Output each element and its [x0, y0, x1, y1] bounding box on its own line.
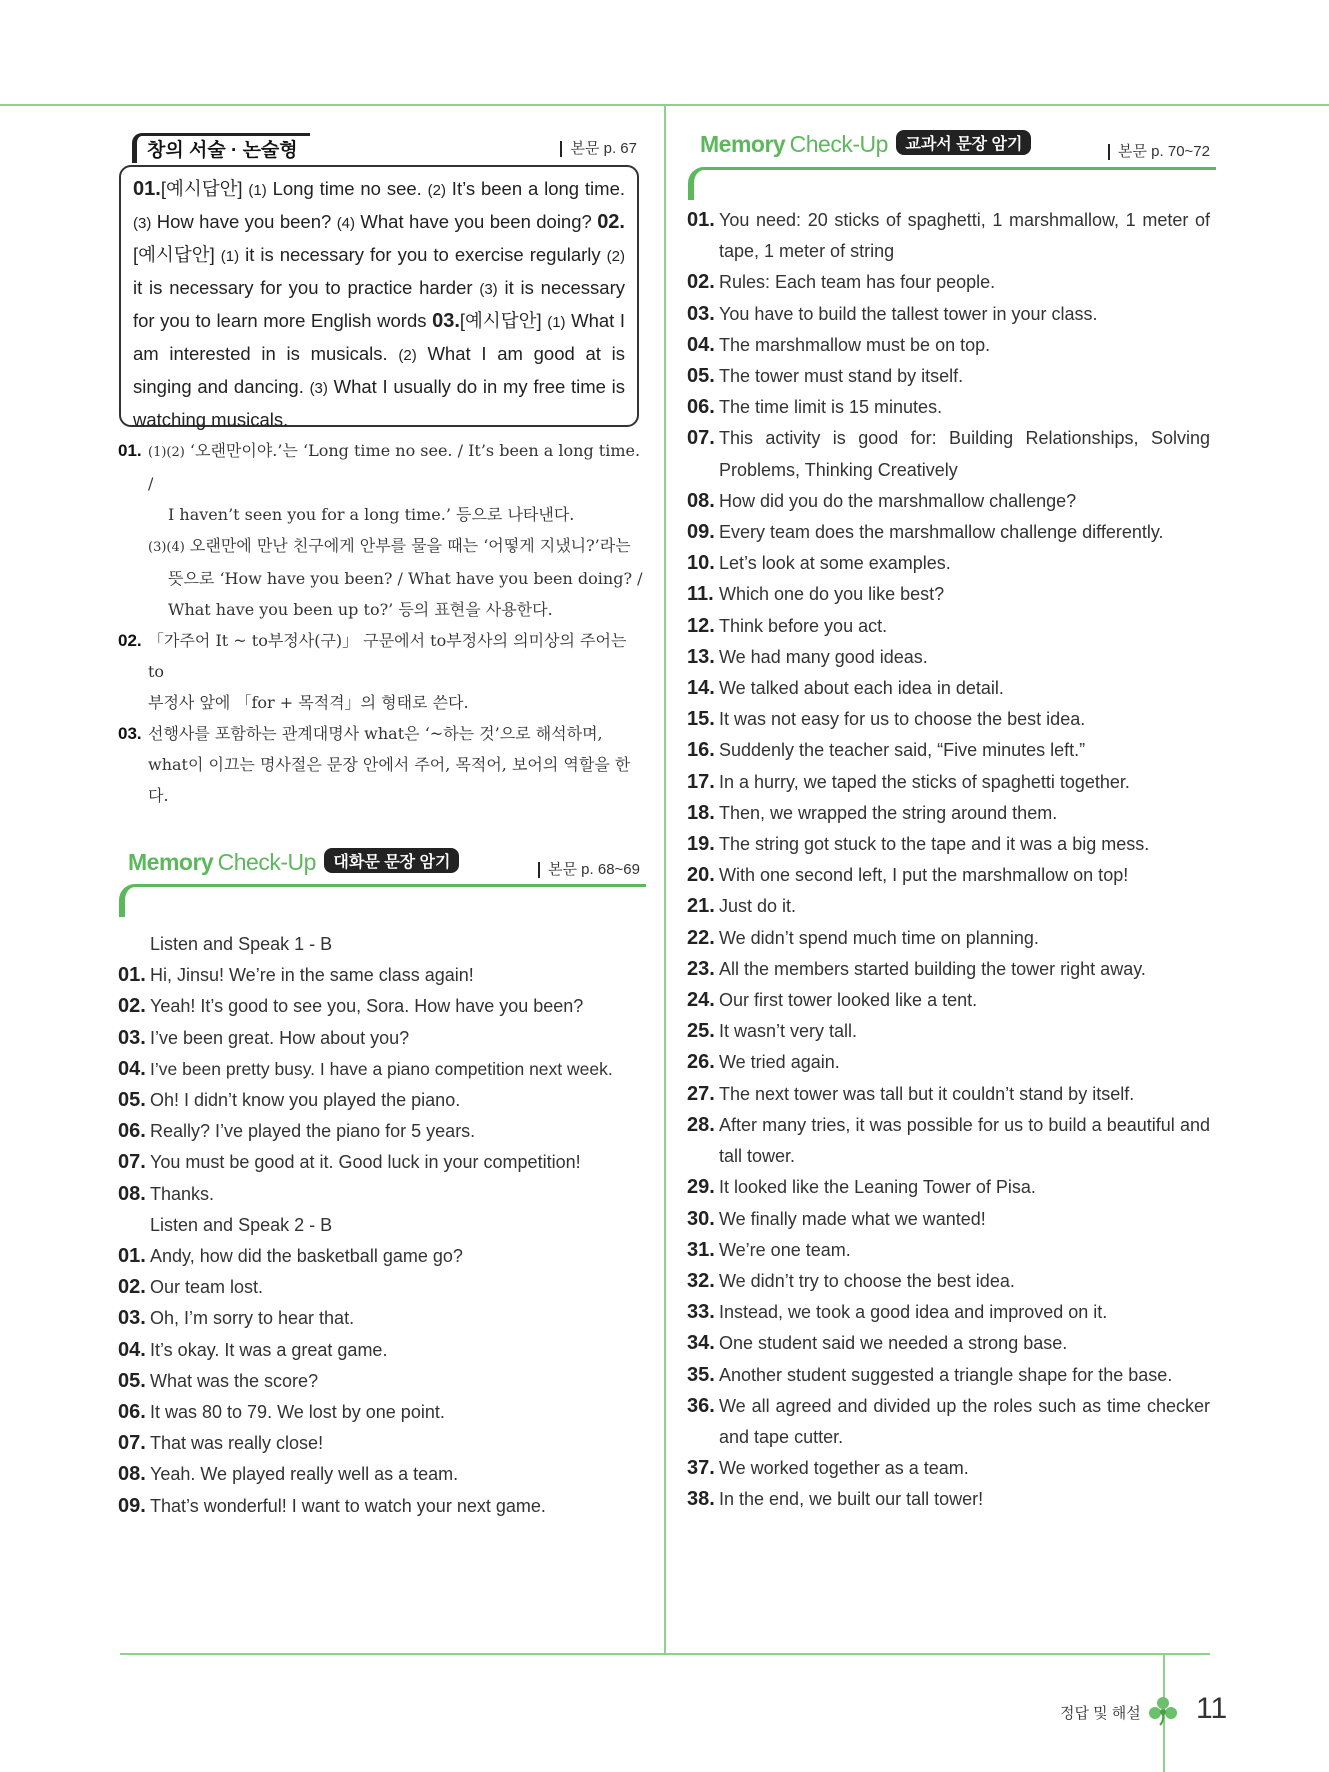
list-item: 02. Yeah! It’s good to see you, Sora. How have you been?	[118, 995, 584, 1018]
item-text: After many tries, it was possible for us to build a beautiful and tall tower.	[719, 1114, 1210, 1167]
item-text: All the members started building the tower right away.	[719, 958, 1146, 979]
section-tag: 대화문 문장 암기	[324, 848, 459, 873]
item-text: It wasn’t very tall.	[719, 1021, 858, 1042]
list-item	[687, 1266, 1210, 1297]
list-item	[687, 392, 1210, 423]
item-text: The string got stuck to the tape and it was a big mess.	[719, 834, 1150, 855]
subheading: Listen and Speak 1 - B	[150, 934, 333, 954]
item-number: 27.	[687, 1082, 715, 1105]
brand-checkup: Check-Up	[217, 849, 316, 875]
list-item	[687, 767, 1210, 798]
dialogue-bracket	[119, 884, 646, 917]
item-number: 31.	[687, 1238, 715, 1261]
item-text: Let’s look at some examples.	[719, 553, 951, 574]
list-item	[687, 735, 1210, 766]
item-text: With one second left, I put the marshmallow on top!	[719, 865, 1129, 886]
item-text: In a hurry, we taped the sticks of spaghetti together.	[719, 771, 1130, 792]
item-number: 20.	[687, 864, 715, 887]
list-item: 04. I’ve been pretty busy. I have a piano competition next week.	[118, 1057, 613, 1080]
list-item	[687, 704, 1210, 735]
item-number: 36.	[687, 1394, 715, 1417]
list-item: 07. That was really close!	[118, 1432, 324, 1455]
list-item	[687, 579, 1210, 610]
list-item: 04. It’s okay. It was a great game.	[118, 1338, 388, 1361]
list-item: 01. Hi, Jinsu! We’re in the same class again!	[118, 964, 474, 987]
list-item	[687, 829, 1210, 860]
subheading: Listen and Speak 2 - B	[150, 1214, 333, 1235]
item-number: 03.	[687, 302, 715, 325]
note-line: 다.	[148, 786, 169, 805]
item-text: Instead, we took a good idea and improved on it.	[719, 1302, 1108, 1323]
list-item: 09. That’s wonderful! I want to watch your next game.	[118, 1494, 546, 1517]
list-item	[687, 1110, 1210, 1172]
list-item: 05. Oh! I didn’t know you played the piano.	[118, 1089, 461, 1112]
item-number: 04.	[687, 333, 715, 356]
list-item	[687, 798, 1210, 829]
item-text: One student said we needed a strong base.	[719, 1333, 1068, 1354]
list-item: 06. It was 80 to 79. We lost by one point.	[118, 1401, 445, 1424]
list-item	[687, 267, 1210, 298]
item-text: Another student suggested a triangle shape for the base.	[719, 1364, 1173, 1385]
item-text: You have to build the tallest tower in your class.	[719, 303, 1098, 324]
item-text: We didn’t try to choose the best idea.	[719, 1270, 1015, 1291]
list-item: 05. What was the score?	[118, 1369, 319, 1392]
item-number: 26.	[687, 1051, 715, 1074]
list-item: 06. Really? I’ve played the piano for 5 years.	[118, 1120, 476, 1143]
item-number: 28.	[687, 1113, 715, 1136]
column-divider	[664, 105, 666, 1655]
list-item	[687, 1297, 1210, 1328]
textbook-list	[687, 205, 1210, 1516]
answer-text: 01.[예시답안] (1) Long time no see. (2) It’s been a long time. (3) How have you been? (4) What have you been doing? 02.[예시답안] (1) it is necessary for you to exercise regularly (2) it is necessary for you to practice harder (3) it is necessary for you to learn more English words 03.[예시답안] (1) What I am interested in is musicals. (2) What I am good at is singing and dancing. (3) What I usually do in my free time is watching musicals.	[133, 178, 625, 430]
item-number: 16.	[687, 739, 715, 762]
item-text: We’re one team.	[719, 1239, 851, 1260]
answer-box	[119, 165, 639, 430]
list-item	[687, 1453, 1210, 1484]
note-line: (3)(4) 오랜만에 만난 친구에게 안부를 물을 때는 ‘어떻게 지냈니?’라는	[148, 536, 631, 555]
item-number: 24.	[687, 989, 715, 1012]
list-item	[687, 891, 1210, 922]
list-item	[687, 548, 1210, 579]
list-item	[687, 299, 1210, 330]
list-item	[687, 423, 1210, 485]
item-number: 17.	[687, 770, 715, 793]
essay-section-title: 창의 서술 · 논술형	[132, 133, 310, 163]
section-tag: 교과서 문장 암기	[896, 130, 1031, 155]
list-item	[687, 860, 1210, 891]
note-item: 01. (1)(2) ‘오랜만이야.’는 ‘Long time no see. / It’s been a long time. /	[118, 441, 641, 493]
list-item	[687, 1079, 1210, 1110]
essay-page-ref: 본문 p. 67	[560, 141, 637, 157]
item-number: 11.	[687, 583, 714, 606]
list-item	[687, 1172, 1210, 1203]
item-number: 22.	[687, 926, 715, 949]
item-number: 23.	[687, 957, 715, 980]
list-item: 08. Yeah. We played really well as a team.	[118, 1463, 459, 1486]
item-text: Suddenly the teacher said, “Five minutes left.”	[719, 740, 1086, 761]
textbook-page-ref: 본문 p. 70~72	[1108, 144, 1210, 160]
list-item	[687, 642, 1210, 673]
item-text: We worked together as a team.	[719, 1458, 969, 1479]
list-item	[687, 673, 1210, 704]
item-text: Which one do you like best?	[719, 584, 945, 605]
item-text: Every team does the marshmallow challenge differently.	[719, 522, 1164, 543]
note-line: what이 이끄는 명사절은 문장 안에서 주어, 목적어, 보어의 역할을 한	[148, 755, 631, 774]
item-text: We tried again.	[719, 1052, 840, 1073]
essay-section-header	[132, 133, 637, 163]
list-item	[687, 1391, 1210, 1453]
item-number: 02.	[687, 271, 715, 294]
brand-memory: Memory	[128, 849, 214, 875]
list-item	[687, 1360, 1210, 1391]
item-text: The time limit is 15 minutes.	[719, 397, 943, 418]
item-number: 21.	[687, 895, 715, 918]
item-text: Our first tower looked like a tent.	[719, 990, 978, 1011]
clover-icon	[1148, 1696, 1178, 1731]
item-number: 13.	[687, 645, 715, 668]
brand-memory: Memory	[700, 131, 786, 157]
item-text: We all agreed and divided up the roles such as time checker and tape cutter.	[719, 1395, 1210, 1447]
item-number: 08.	[687, 489, 715, 512]
item-number: 37.	[687, 1457, 715, 1480]
list-item	[687, 954, 1210, 985]
item-number: 18.	[687, 801, 715, 824]
list-item	[687, 486, 1210, 517]
item-number: 35.	[687, 1363, 715, 1386]
item-number: 15.	[687, 708, 715, 731]
item-number: 38.	[687, 1488, 715, 1511]
item-number: 25.	[687, 1020, 715, 1043]
dialogue-page-ref: 본문 p. 68~69	[538, 862, 640, 878]
brand-checkup: Check-Up	[789, 131, 888, 157]
item-text: Then, we wrapped the string around them.	[719, 802, 1058, 823]
item-text: This activity is good for: Building Relationships, Solving Problems, Thinking Creatively	[719, 428, 1210, 480]
item-text: Just do it.	[719, 896, 797, 917]
list-item: 07. You must be good at it. Good luck in your competition!	[118, 1151, 581, 1174]
item-text: We finally made what we wanted!	[719, 1208, 986, 1229]
list-item	[687, 205, 1210, 267]
dialogue-list	[118, 929, 643, 1522]
list-item	[687, 517, 1210, 548]
item-number: 19.	[687, 833, 715, 856]
note-item: 02. 「가주어 It ~ to부정사(구)」 구문에서 to부정사의 의미상의 주어는 to	[118, 631, 627, 681]
list-item	[687, 1235, 1210, 1266]
item-text: It was not easy for us to choose the best idea.	[719, 709, 1086, 730]
list-item	[687, 611, 1210, 642]
note-line: 부정사 앞에 「for + 목적격」의 형태로 쓴다.	[148, 693, 469, 712]
textbook-section-header	[700, 130, 1210, 164]
item-text: The next tower was tall but it couldn’t stand by itself.	[719, 1083, 1135, 1104]
note-line: 뜻으로 ‘How have you been? / What have you been doing? /	[168, 569, 643, 588]
list-item	[687, 985, 1210, 1016]
note-item: 03. 선행사를 포함하는 관계대명사 what은 ‘~하는 것’으로 해석하며,	[118, 724, 603, 743]
item-text: We didn’t spend much time on planning.	[719, 927, 1039, 948]
item-number: 06.	[687, 396, 715, 419]
list-item	[687, 1204, 1210, 1235]
item-number: 12.	[687, 614, 715, 637]
item-number: 34.	[687, 1332, 715, 1355]
item-text: How did you do the marshmallow challenge?	[719, 490, 1077, 511]
item-text: We talked about each idea in detail.	[719, 678, 1004, 699]
item-number: 32.	[687, 1269, 715, 1292]
item-number: 14.	[687, 677, 715, 700]
bottom-rule	[120, 1653, 1210, 1655]
item-text: You need: 20 sticks of spaghetti, 1 marshmallow, 1 meter of tape, 1 meter of string	[719, 210, 1210, 262]
list-item: 02. Our team lost.	[118, 1276, 264, 1299]
item-text: The marshmallow must be on top.	[719, 334, 991, 355]
footer-label: 정답 및 해설	[1060, 1705, 1141, 1722]
list-item	[687, 923, 1210, 954]
note-line: What have you been up to?’ 등의 표현을 사용한다.	[168, 600, 553, 619]
item-text: The tower must stand by itself.	[719, 366, 964, 387]
textbook-bracket	[688, 167, 1216, 200]
explanation-notes	[118, 435, 643, 811]
page-number: 11	[1196, 1692, 1228, 1725]
item-number: 01.	[687, 209, 715, 231]
note-line: I haven’t seen you for a long time.’ 등으로 나타낸다.	[168, 505, 575, 524]
list-item	[687, 330, 1210, 361]
list-item: 03. I’ve been great. How about you?	[118, 1026, 410, 1049]
item-text: Think before you act.	[719, 615, 888, 636]
item-text: Rules: Each team has four people.	[719, 272, 996, 293]
item-number: 07.	[687, 427, 715, 450]
list-item	[687, 1016, 1210, 1047]
item-number: 10.	[687, 552, 715, 575]
item-text: In the end, we built our tall tower!	[719, 1489, 984, 1510]
item-number: 29.	[687, 1176, 715, 1199]
item-number: 33.	[687, 1301, 715, 1324]
list-item	[687, 361, 1210, 392]
list-item	[687, 1047, 1210, 1078]
item-text: It looked like the Leaning Tower of Pisa.	[719, 1177, 1036, 1198]
list-item: 03. Oh, I’m sorry to hear that.	[118, 1307, 355, 1330]
list-item: 08. Thanks.	[118, 1182, 215, 1205]
item-text: We had many good ideas.	[719, 646, 928, 667]
item-number: 05.	[687, 365, 715, 388]
item-number: 09.	[687, 521, 715, 544]
item-number: 30.	[687, 1207, 715, 1230]
dialogue-section-header	[128, 848, 640, 882]
list-item	[687, 1328, 1210, 1359]
list-item	[687, 1484, 1210, 1515]
list-item: 01. Andy, how did the basketball game go?	[118, 1245, 463, 1268]
